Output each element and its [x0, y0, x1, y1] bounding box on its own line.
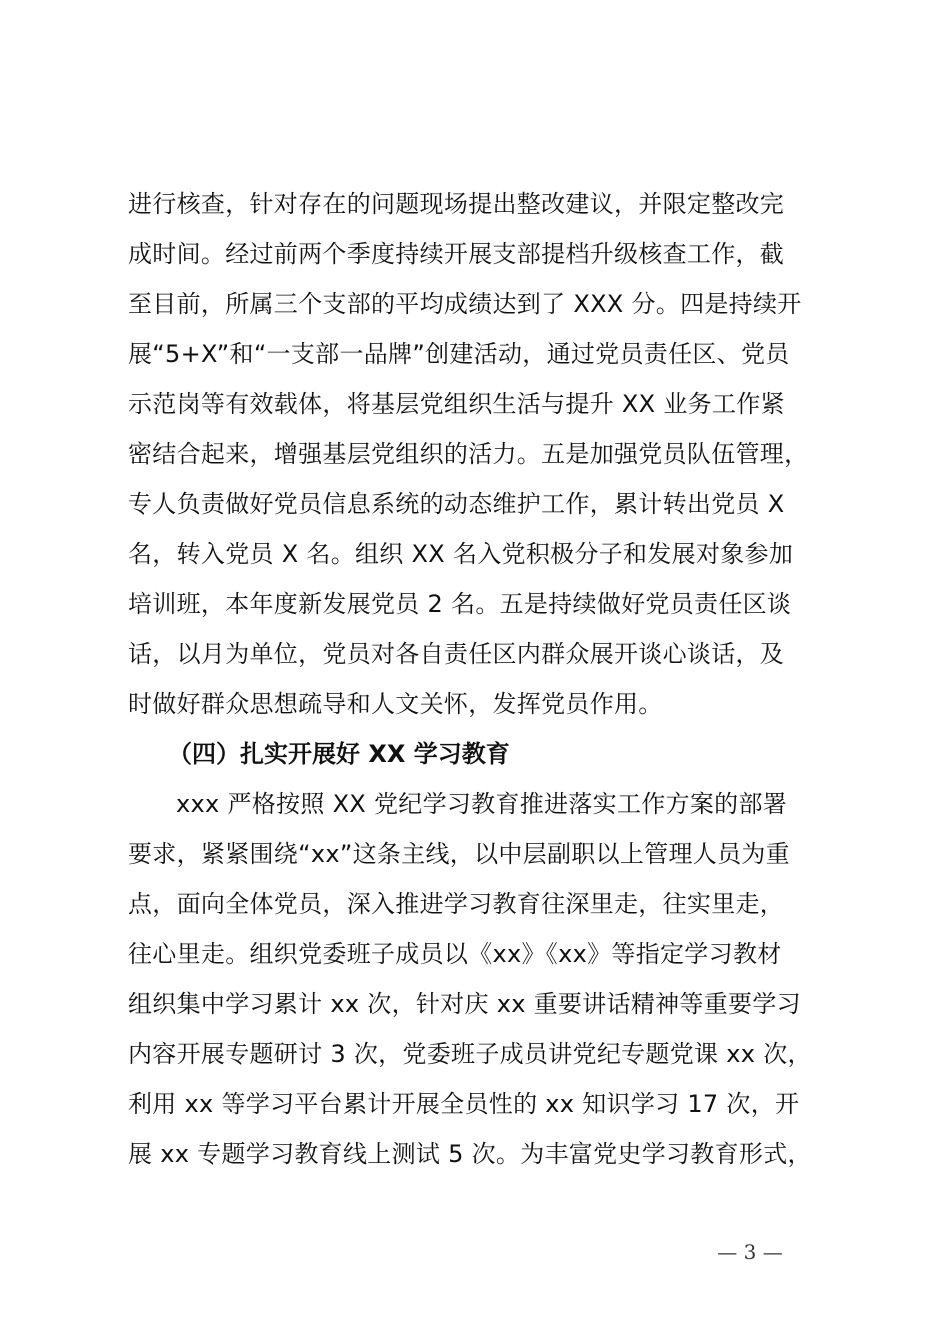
- paragraph-line: 时做好群众思想疏导和人文关怀，发挥党员作用。: [128, 690, 663, 718]
- page-number: — 3 —: [717, 1240, 783, 1264]
- paragraph-line: 要求，紧紧围绕“xx”这条主线，以中层副职以上管理人员为重: [128, 840, 790, 868]
- paragraph-line: 专人负责做好党员信息系统的动态维护工作，累计转出党员 X: [128, 490, 785, 518]
- paragraph-line: 示范岗等有效载体，将基层党组织生活与提升 XX 业务工作紧: [128, 390, 785, 418]
- paragraph-line: 进行核查，针对存在的问题现场提出整改建议，并限定整改完: [128, 190, 785, 218]
- paragraph-line: 成时间。经过前两个季度持续开展支部提档升级核查工作，截: [128, 240, 785, 268]
- paragraph-line: 展 xx 专题学习教育线上测试 5 次。为丰富党史学习教育形式，: [128, 1140, 812, 1168]
- paragraph-line: 利用 xx 等学习平台累计开展全员性的 xx 知识学习 17 次，开: [128, 1090, 800, 1118]
- paragraph-line: 密结合起来，增强基层党组织的活力。五是加强党员队伍管理，: [128, 440, 809, 468]
- paragraph-line: xxx 严格按照 XX 党纪学习教育推进落实工作方案的部署: [176, 790, 788, 818]
- paragraph-line: 组织集中学习累计 xx 次，针对庆 xx 重要讲话精神等重要学习: [128, 990, 801, 1018]
- paragraph-line: 名，转入党员 X 名。组织 XX 名入党积极分子和发展对象参加: [128, 540, 794, 568]
- paragraph-line: 话，以月为单位，党员对各自责任区内群众展开谈心谈话，及: [128, 640, 785, 668]
- paragraph-line: 培训班，本年度新发展党员 2 名。五是持续做好党员责任区谈: [128, 590, 792, 618]
- section-heading: （四）扎实开展好 XX 学习教育: [168, 740, 510, 768]
- paragraph-line: 展“5+X”和“一支部一品牌”创建活动，通过党员责任区、党员: [128, 340, 790, 368]
- paragraph-line: 内容开展专题研讨 3 次，党委班子成员讲党纪专题党课 xx 次，: [128, 1040, 812, 1068]
- paragraph-line: 至目前，所属三个支部的平均成绩达到了 XXX 分。四是持续开: [128, 290, 802, 318]
- paragraph-line: 往心里走。组织党委班子成员以《xx》《xx》等指定学习教材: [128, 940, 782, 968]
- paragraph-line: 点，面向全体党员，深入推进学习教育往深里走，往实里走，: [128, 890, 785, 918]
